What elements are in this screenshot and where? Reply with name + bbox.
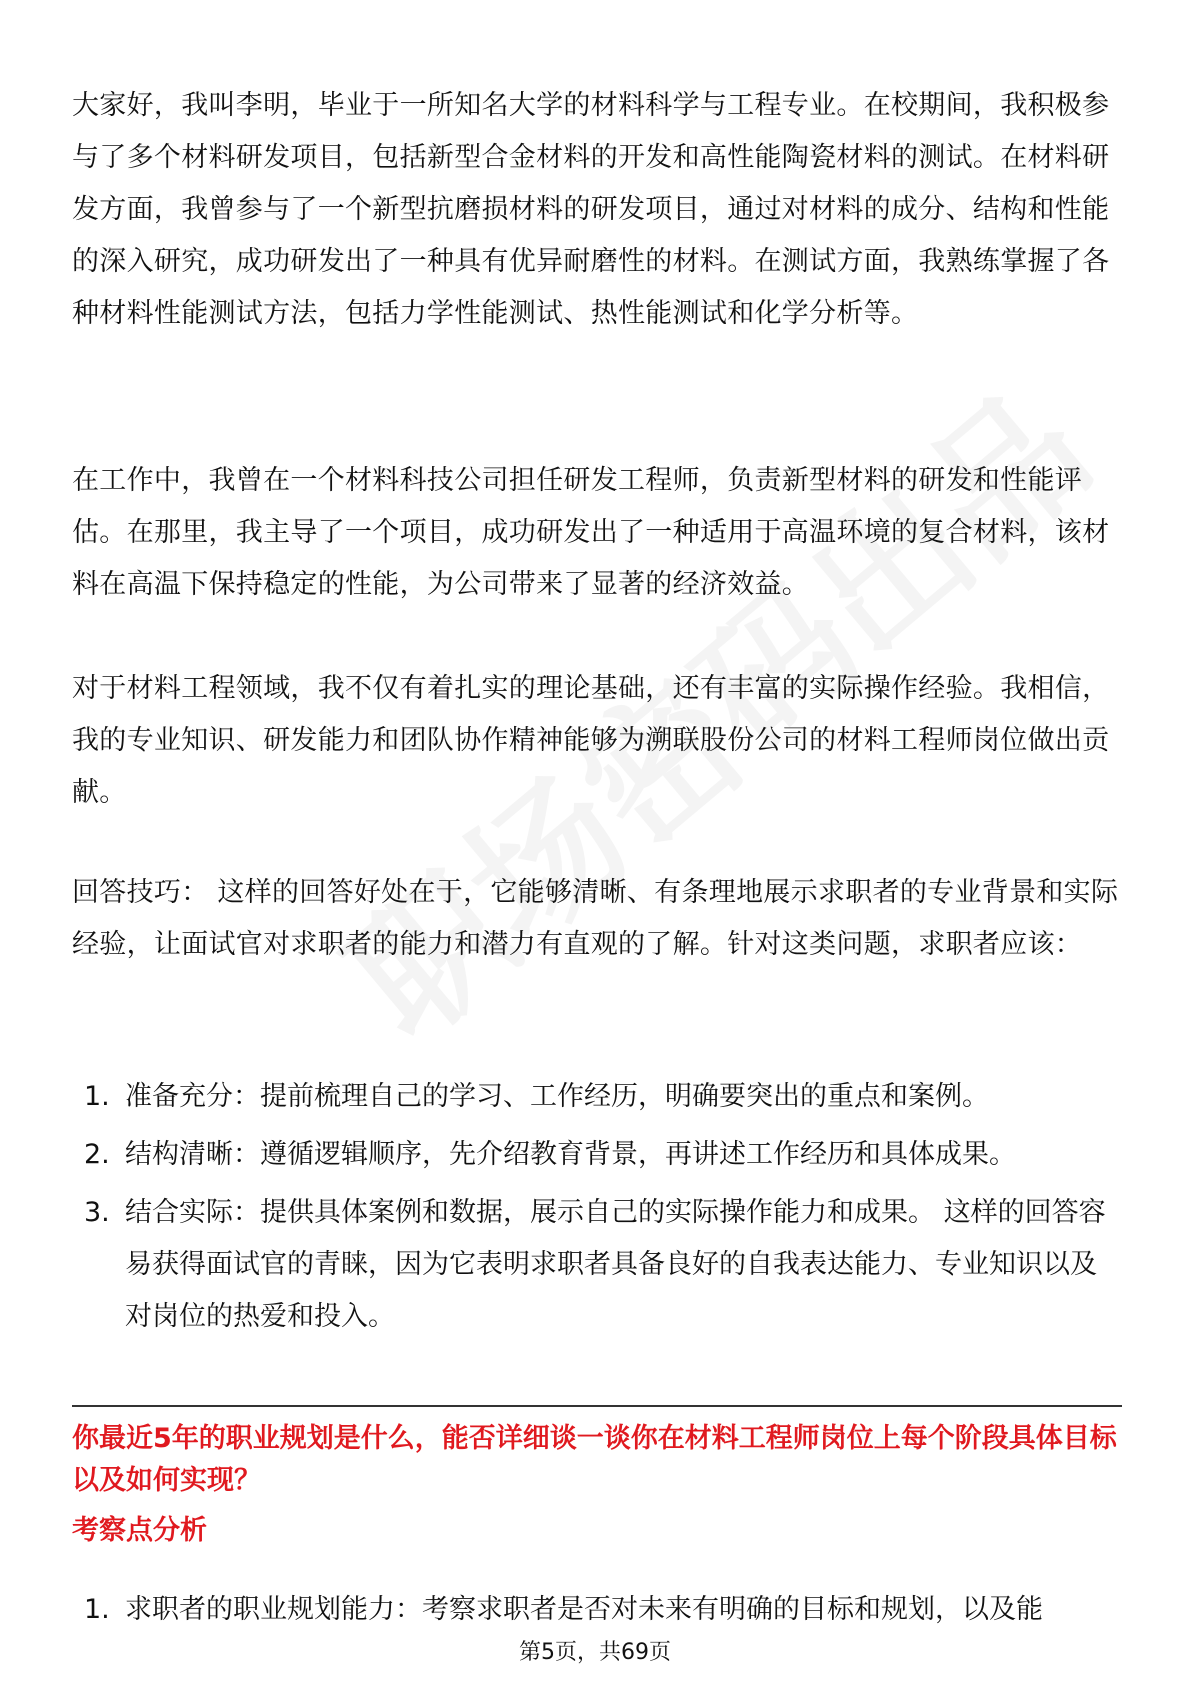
divider	[72, 1405, 1122, 1407]
list-number: 1.	[84, 1594, 110, 1625]
page-footer: 第5页，共69页	[519, 1640, 671, 1665]
list-number: 1.	[84, 1081, 110, 1112]
paragraph-tips-intro: 回答技巧： 这样的回答好处在于，它能够清晰、有条理地展示求职者的专业背景和实际经验，让面试官对求职者的能力和潜力有直观的了解。针对这类问题，求职者应该：	[72, 877, 1119, 960]
paragraph-work: 在工作中，我曾在一个材料科技公司担任研发工程师，负责新型材料的研发和性能评估。在那里，我主导了一个项目，成功研发出了一种适用于高温环境的复合材料，该材料在高温下保持稳定的性能，为公司带来了显著的经济效益。	[72, 465, 1110, 600]
list-item	[72, 1129, 1122, 1181]
list-text: 结构清晰：遵循逻辑顺序，先介绍教育背景，再讲述工作经历和具体成果。	[125, 1139, 1016, 1170]
list-number: 2.	[84, 1139, 110, 1170]
list-item	[72, 1071, 1122, 1123]
list-text: 求职者的职业规划能力：考察求职者是否对未来有明确的目标和规划，以及能	[125, 1594, 1043, 1625]
list-text: 准备充分：提前梳理自己的学习、工作经历，明确要突出的重点和案例。	[125, 1081, 989, 1112]
question-heading: 你最近5年的职业规划是什么，能否详细谈一谈你在材料工程师岗位上每个阶段具体目标以及如何实现？	[72, 1423, 1117, 1496]
analysis-heading: 考察点分析	[72, 1515, 207, 1546]
analysis-list	[72, 1584, 1122, 1636]
paragraph-field: 对于材料工程领域，我不仅有着扎实的理论基础，还有丰富的实际操作经验。我相信，我的专业知识、研发能力和团队协作精神能够为溯联股份公司的材料工程师岗位做出贡献。	[72, 673, 1110, 808]
list-item	[72, 1187, 1122, 1343]
list-item	[72, 1584, 1122, 1636]
list-text: 结合实际：提供具体案例和数据，展示自己的实际操作能力和成果。 这样的回答容易获得面试官的青睐，因为它表明求职者具备良好的自我表达能力、专业知识以及对岗位的热爱和投入。	[125, 1197, 1106, 1332]
tips-list	[72, 1071, 1122, 1349]
paragraph-intro: 大家好，我叫李明，毕业于一所知名大学的材料科学与工程专业。在校期间，我积极参与了多个材料研发项目，包括新型合金材料的开发和高性能陶瓷材料的测试。在材料研发方面，我曾参与了一个新型抗磨损材料的研发项目，通过对材料的成分、结构和性能的深入研究，成功研发出了一种具有优异耐磨性的材料。在测试方面，我熟练掌握了各种材料性能测试方法，包括力学性能测试、热性能测试和化学分析等。	[72, 90, 1110, 329]
list-number: 3.	[84, 1197, 110, 1228]
